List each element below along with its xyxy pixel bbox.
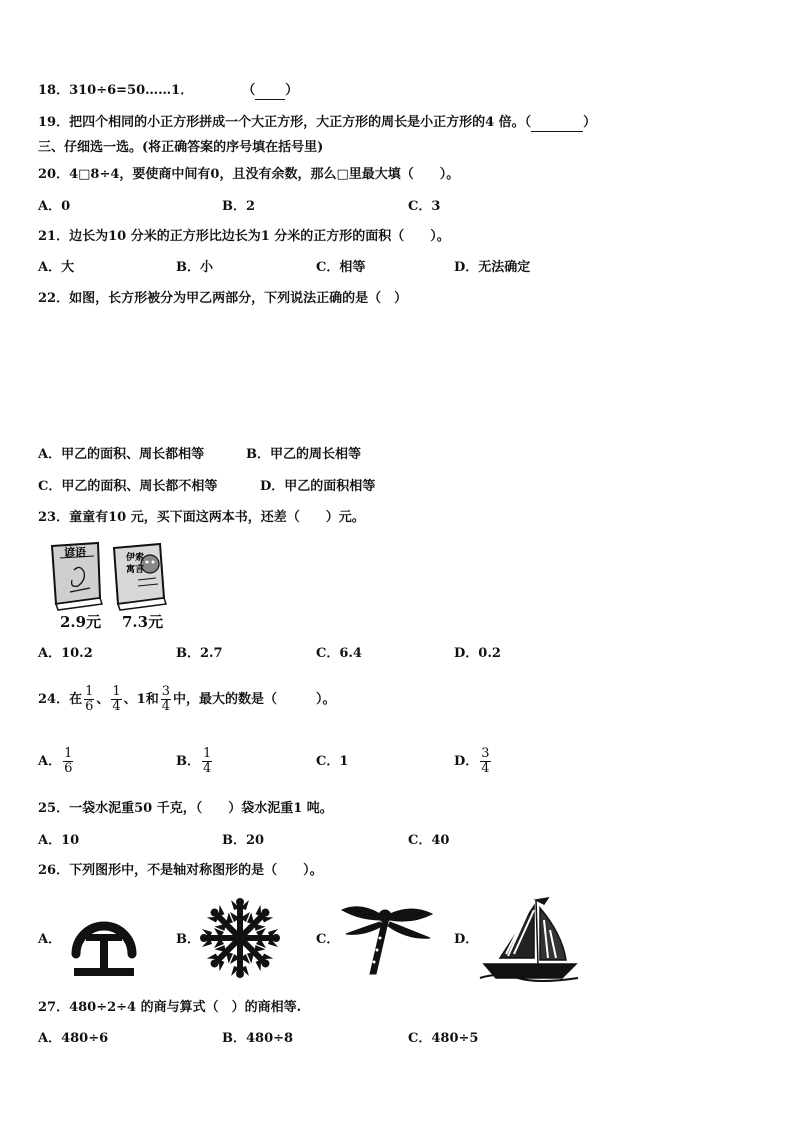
option-b[interactable]: B．2 bbox=[222, 199, 256, 214]
question-19-text: 19．把四个相同的小正方形拼成一个大正方形，大正方形的周长是小正方形的4 倍。（ bbox=[38, 115, 532, 130]
option-c[interactable]: C．相等 bbox=[316, 260, 366, 275]
option-a[interactable]: A．10 bbox=[38, 833, 80, 848]
fraction-one-quarter: $\frac{1}{4}$ bbox=[112, 684, 121, 714]
question-20-text: 20．4□8÷4，要使商中间有0，且没有余数，那么□里最大填（ ）。 bbox=[38, 167, 460, 182]
option-d[interactable]: D．甲乙的面积相等 bbox=[260, 479, 376, 494]
option-b[interactable]: B．小 bbox=[176, 260, 213, 275]
question-26-text: 26．下列图形中，不是轴对称图形的是（ ）。 bbox=[38, 863, 323, 878]
option-a[interactable]: A．大 bbox=[38, 260, 75, 275]
dragonfly-icon bbox=[340, 900, 436, 978]
option-a[interactable]: A．甲乙的面积、周长都相等 bbox=[38, 447, 205, 462]
question-24: 24．在 $\frac{1}{6}$ 、 $\frac{1}{4}$ 、1和 $\frac{3}{4}$ 中，最大的数是（ ）。 bbox=[38, 684, 336, 714]
option-b[interactable]: B．2.7 bbox=[176, 646, 223, 661]
book-aesop-title-line1: 伊索 bbox=[126, 553, 145, 563]
fraction-three-quarters: $\frac{3}{4}$ bbox=[161, 684, 170, 714]
metro-logo-icon bbox=[66, 902, 142, 980]
book-aesop-price: 7.3元 bbox=[122, 613, 164, 631]
option-a[interactable]: A． $\frac{1}{6}$ bbox=[38, 746, 73, 776]
option-a[interactable]: A．10.2 bbox=[38, 646, 93, 661]
option-b[interactable]: B． bbox=[176, 932, 200, 947]
option-c[interactable]: C． bbox=[316, 932, 340, 947]
option-a[interactable]: A．480÷6 bbox=[38, 1031, 109, 1046]
question-22-text: 22．如图，长方形被分为甲乙两部分，下列说法正确的是（ ） bbox=[38, 291, 408, 306]
option-b[interactable]: B．20 bbox=[222, 833, 265, 848]
answer-blank[interactable] bbox=[255, 99, 285, 100]
option-c[interactable]: C．480÷5 bbox=[408, 1031, 479, 1046]
question-21-text: 21．边长为10 分米的正方形比边长为1 分米的正方形的面积（ ）。 bbox=[38, 229, 450, 244]
answer-blank[interactable] bbox=[531, 131, 583, 132]
option-b[interactable]: B． $\frac{1}{4}$ bbox=[176, 746, 212, 776]
book-proverbs-price: 2.9元 bbox=[60, 613, 102, 631]
option-d[interactable]: D．无法确定 bbox=[454, 260, 531, 275]
question-25-text: 25．一袋水泥重50 千克，（ ）袋水泥重1 吨。 bbox=[38, 801, 333, 816]
option-d[interactable]: D． $\frac{3}{4}$ bbox=[454, 746, 490, 776]
option-d[interactable]: D．0.2 bbox=[454, 646, 501, 661]
books-illustration bbox=[46, 540, 170, 612]
question-18: 18．310÷6=50……1． （ ） bbox=[38, 83, 299, 98]
option-c[interactable]: C．甲乙的面积、周长都不相等 bbox=[38, 479, 218, 494]
option-c[interactable]: C．6.4 bbox=[316, 646, 362, 661]
book-proverbs-title: 谚语 bbox=[64, 546, 86, 559]
book-aesop-title-line2: 寓言 bbox=[126, 565, 145, 575]
sailboat-icon bbox=[478, 894, 582, 984]
question-23-text: 23．童童有10 元，买下面这两本书，还差（ ）元。 bbox=[38, 510, 365, 525]
option-a[interactable]: A．0 bbox=[38, 199, 71, 214]
option-d[interactable]: D． bbox=[454, 932, 479, 947]
option-c[interactable]: C．40 bbox=[408, 833, 450, 848]
question-27-text: 27．480÷2÷4 的商与算式（ ）的商相等. bbox=[38, 1000, 302, 1015]
fraction-one-sixth: $\frac{1}{6}$ bbox=[85, 684, 94, 714]
option-c[interactable]: C．3 bbox=[408, 199, 441, 214]
option-b[interactable]: B．甲乙的周长相等 bbox=[246, 447, 361, 462]
section-heading: 三、仔细选一选。(将正确答案的序号填在括号里) bbox=[38, 140, 324, 155]
option-a[interactable]: A． bbox=[38, 932, 62, 947]
question-19: 19．把四个相同的小正方形拼成一个大正方形，大正方形的周长是小正方形的4 倍。（ ） bbox=[38, 115, 597, 130]
option-b[interactable]: B．480÷8 bbox=[222, 1031, 294, 1046]
question-18-text: 18．310÷6=50……1． bbox=[38, 83, 194, 98]
snowflake-icon bbox=[200, 898, 280, 978]
option-c[interactable]: C．1 bbox=[316, 754, 349, 769]
